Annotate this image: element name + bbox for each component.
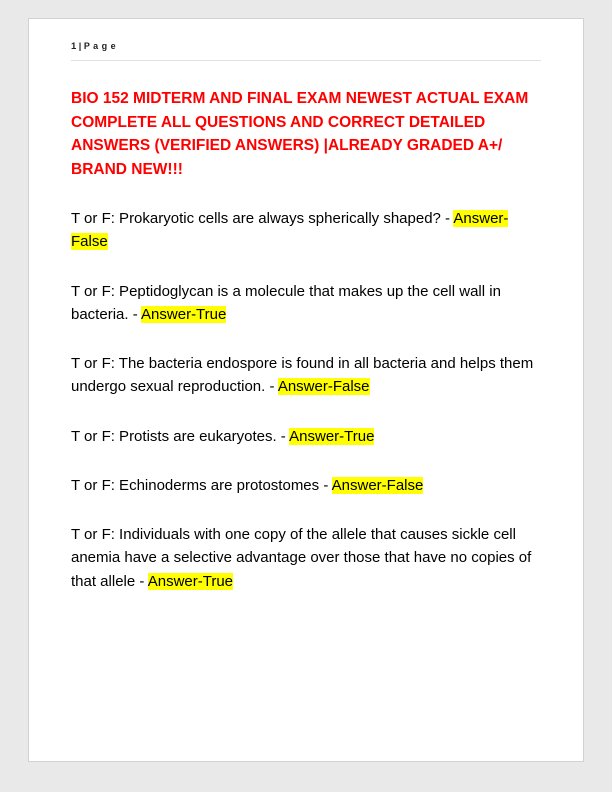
- question-text: T or F: Echinoderms are protostomes -: [71, 476, 332, 494]
- answer-highlight: Answer-True: [147, 572, 234, 590]
- question-text: T or F: Protists are eukaryotes. -: [71, 427, 290, 445]
- page-number: 1: [71, 41, 77, 52]
- answer-highlight: Answer-False: [71, 210, 509, 251]
- page-bottom-spacer: [71, 619, 541, 679]
- question-text: T or F: Individuals with one copy of the allele that causes sickle cell anemia have a selective advantage over those that have no copies of that allele -: [71, 526, 532, 590]
- list-item: [71, 425, 541, 448]
- answer-highlight: Answer-True: [289, 427, 375, 445]
- list-item: [71, 207, 541, 254]
- page-header: [71, 41, 541, 61]
- question-list: [71, 207, 541, 593]
- list-item: [71, 352, 541, 399]
- question-text: T or F: The bacteria endospore is found in all bacteria and helps them undergo sexual reproduction. -: [71, 355, 534, 396]
- list-item: [71, 474, 541, 497]
- list-item: [71, 280, 541, 327]
- answer-highlight: Answer-False: [277, 378, 370, 396]
- page-title: BIO 152 MIDTERM AND FINAL EXAM NEWEST ACTUAL EXAM COMPLETE ALL QUESTIONS AND CORRECT DETAILED ANSWERS (VERIFIED ANSWERS) |ALREADY GRADED A+/ BRAND NEW!!!: [71, 90, 529, 178]
- list-item: [71, 523, 541, 593]
- page-header-label: P a g e: [83, 41, 117, 51]
- page-header-separator: |: [78, 41, 82, 51]
- document-page: [28, 18, 584, 762]
- question-text: T or F: Peptidoglycan is a molecule that makes up the cell wall in bacteria. -: [71, 282, 501, 323]
- page-content: [29, 19, 583, 679]
- answer-highlight: Answer-False: [331, 476, 424, 494]
- question-text: T or F: Prokaryotic cells are always spherically shaped? -: [71, 210, 454, 228]
- answer-highlight: Answer-True: [141, 305, 227, 323]
